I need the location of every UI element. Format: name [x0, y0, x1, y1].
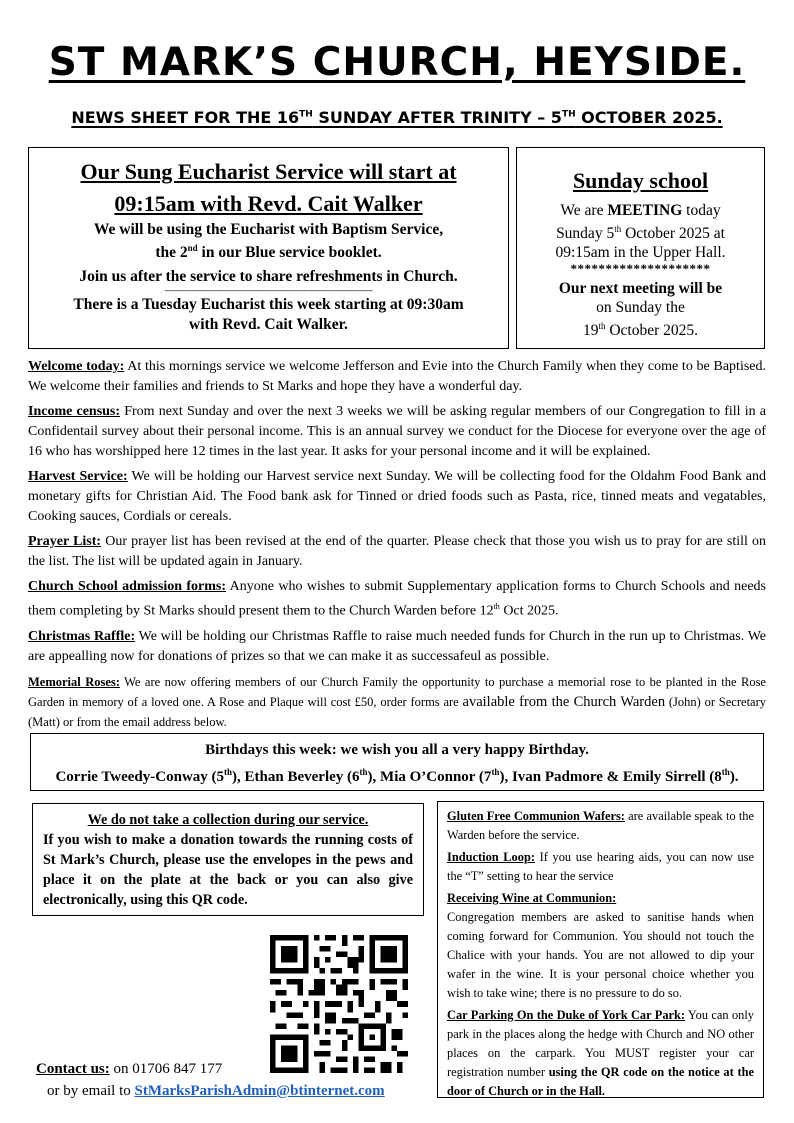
info-wine-heading: Receiving Wine at Communion: — [447, 891, 617, 905]
tuesday-eucharist-line2: with Revd. Cait Walker. — [189, 316, 348, 334]
contact-email-line: or by email to StMarksParishAdmin@btinternet.com — [47, 1083, 385, 1099]
notice-memorial-roses: Memorial Roses: We are now offering members of our Church Family the opportunity to purchase a memorial rose to be planted in the Rose Garden in memory of a loved one. A Rose and Plaque will cost £50, order forms are available from the Church Warden (John) or Secretary (Matt) or from the email address below. — [28, 674, 766, 729]
birthdays-box — [30, 733, 764, 791]
donation-box — [32, 803, 424, 916]
notice-harvest: Harvest Service: We will be holding our Harvest service next Sunday. We will be collecting food for the Oldahm Food Bank and monetary gifts for Christian Aid. The Food bank ask for Tinned or dried foods such as Pasta, rice, tinned meats and vegatables, Cooking sauces, Cordials or cereals. — [28, 469, 766, 524]
info-gluten-free: Gluten Free Communion Wafers: are available speak to the Warden before the service. — [447, 809, 754, 842]
notice-school-forms: Church School admission forms: Anyone who wishes to submit Supplementary application forms to Church Schools and needs them completing by St Marks should present them to the Church Warden before 12th Oct 2025. — [28, 579, 766, 619]
next-meeting-date: 19th October 2025. — [582, 321, 699, 340]
info-car-parking: Car Parking On the Duke of York Car Park: You can only park in the places along the hedge with Church and NO other places on the carpark. You MUST register your car registration number using the QR code on the notice at the door of Church or in the Hall. — [447, 1008, 754, 1098]
next-meeting-day: on Sunday the — [596, 299, 685, 317]
info-wine-text: Congregation members are asked to sanitise hands when coming forward for Communion. You should not touch the Chalice with your hands. You are not allowed to dip your wafer in the wine. It is your personal choice whether you wish to take wine; there is no pressure to do so. — [447, 910, 754, 1000]
tuesday-eucharist-line1: There is a Tuesday Eucharist this week starting at 09:30am — [73, 296, 464, 314]
service-time-line2: 09:15am with Revd. Cait Walker — [114, 191, 423, 216]
birthdays-names: Corrie Tweedy-Conway (5th), Ethan Beverley (6th), Mia O’Connor (7th), Ivan Padmore & Emily Sirrell (8th). — [55, 767, 739, 785]
communion-info-box — [437, 801, 764, 1098]
page-subtitle: NEWS SHEET FOR THE 16TH SUNDAY AFTER TRINITY – 5TH OCTOBER 2025. — [71, 108, 723, 127]
contact-section — [36, 1058, 385, 1102]
notice-prayer-list: Prayer List: Our prayer list has been revised at the end of the quarter. Please check that those you wish us to pray for are still on the list. The list will be updated again in January. — [28, 534, 766, 569]
sunday-school-location: 09:15am in the Upper Hall. — [555, 244, 726, 262]
contact-phone: Contact us: on 01706 847 177 — [36, 1061, 223, 1077]
sunday-school-meeting: We are MEETING today — [560, 202, 721, 219]
next-meeting-heading: Our next meeting will be — [558, 280, 723, 298]
refreshments-note: Join us after the service to share refreshments in Church. — [79, 268, 458, 286]
notice-income-census: Income census: From next Sunday and over the next 3 weeks we will be asking regular members of our Congregation to fill in a Confidentail survey about their personal income. This is an annual survey we conduct for the Diocese for everyone over the age of 16 who has worshipped here 12 times in the last year. It asks for your personal income and it will be explained. — [28, 404, 766, 459]
donation-qr-code[interactable] — [270, 935, 408, 1073]
service-booklet-line1: We will be using the Eucharist with Baptism Service, — [93, 221, 444, 238]
service-booklet-line2: the 2nd in our Blue service booklet. — [155, 243, 382, 262]
info-induction-loop: Induction Loop: If you use hearing aids, you can now use the “T” setting to hear the service — [447, 850, 754, 883]
email-link[interactable]: StMarksParishAdmin@btinternet.com — [134, 1083, 385, 1099]
service-time-line1: Our Sung Eucharist Service will start at — [80, 159, 457, 184]
notices-section — [28, 357, 766, 737]
birthdays-heading: Birthdays this week: we wish you all a very happy Birthday. — [205, 742, 589, 758]
notice-christmas-raffle: Christmas Raffle: We will be holding our Christmas Raffle to raise much needed funds for Church in the run up to Christmas. We are appealling now for donations of prizes so that we can make it as successafeul as possible. — [28, 628, 766, 664]
sunday-school-heading: Sunday school — [572, 168, 709, 193]
donation-heading: We do not take a collection during our service. — [87, 812, 369, 828]
service-info-box — [28, 147, 509, 349]
stars-divider: ******************** — [570, 261, 711, 277]
sunday-school-date: Sunday 5th October 2025 at — [556, 224, 725, 243]
notice-welcome: Welcome today: At this mornings service we welcome Jefferson and Evie into the Church Family when they come to be Baptised. We welcome their families and friends to St Marks and hope they have a wonderful day. — [28, 359, 766, 394]
divider: ------------------------------------------------------------------------------------------------ — [164, 286, 373, 296]
donation-text: If you wish to make a donation towards the running costs of St Mark’s Church, please use the envelopes in the pews and place it on the plate at the back or you can also give electronically, using this QR code. — [43, 832, 413, 908]
sunday-school-box — [516, 147, 765, 349]
page-title: ST MARK’S CHURCH, HEYSIDE. — [48, 40, 746, 85]
